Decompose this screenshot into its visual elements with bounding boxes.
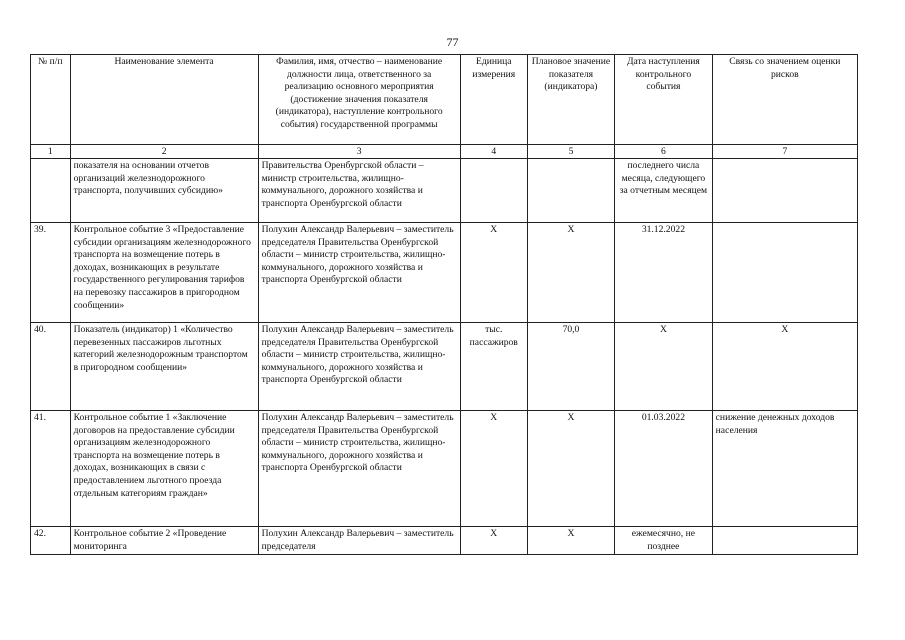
event-date: 31.12.2022: [615, 223, 713, 323]
header-unit: Единица измерения: [460, 55, 527, 145]
planned-value: X: [527, 411, 614, 527]
risk-link: снижение денежных доходов населения: [712, 411, 857, 527]
page-number: 77: [446, 35, 459, 49]
element-name: Контрольное событие 3 «Предоставление субсидии организациям железнодорожного транспорта на возмещение потерь в доходах, возникающих в результате государственного регулирования тарифов на перевозку пассажиров в пригородном сообщении»: [70, 223, 258, 323]
unit-of-measure: X: [460, 411, 527, 527]
row-number: 42.: [31, 527, 71, 555]
header-row: [31, 55, 858, 145]
responsible-person: Правительства Оренбургской области – министр строительства, жилищно-коммунального, дорожного хозяйства и транспорта Оренбургской области: [258, 159, 460, 223]
table-row: [31, 223, 858, 323]
header-plan: Плановое значение показателя (индикатора): [527, 55, 614, 145]
column-number-row: [31, 145, 858, 159]
unit-of-measure: тыс. пассажиров: [460, 323, 527, 411]
responsible-person: Полухин Александр Валерьевич – заместитель председателя Правительства Оренбургской области – министр строительства, жилищно-коммунального, дорожного хозяйства и транспорта Оренбургской области: [258, 223, 460, 323]
planned-value: [527, 159, 614, 223]
header-date: Дата наступления контрольного события: [615, 55, 713, 145]
column-number: 2: [70, 145, 258, 159]
planned-value: X: [527, 527, 614, 555]
element-name: показателя на основании отчетов организаций железнодорожного транспорта, получивших субсидию»: [70, 159, 258, 223]
row-number: 40.: [31, 323, 71, 411]
header-element: Наименование элемента: [70, 55, 258, 145]
event-date: 01.03.2022: [615, 411, 713, 527]
row-number: 39.: [31, 223, 71, 323]
planned-value: X: [527, 223, 614, 323]
control-events-table: [30, 54, 858, 555]
table-row: [31, 159, 858, 223]
column-number: 3: [258, 145, 460, 159]
row-number: 41.: [31, 411, 71, 527]
risk-link: [712, 159, 857, 223]
responsible-person: Полухин Александр Валерьевич – заместитель председателя Правительства Оренбургской области – министр строительства, жилищно-коммунального, дорожного хозяйства и транспорта Оренбургской области: [258, 411, 460, 527]
unit-of-measure: X: [460, 223, 527, 323]
risk-link: X: [712, 323, 857, 411]
element-name: Показатель (индикатор) 1 «Количество перевезенных пассажиров льготных категорий железнодорожным транспортом в пригородном сообщении»: [70, 323, 258, 411]
risk-link: [712, 223, 857, 323]
risk-link: [712, 527, 857, 555]
unit-of-measure: [460, 159, 527, 223]
row-number: [31, 159, 71, 223]
event-date: ежемесячно, не позднее: [615, 527, 713, 555]
header-risk: Связь со значением оценки рисков: [712, 55, 857, 145]
header-num: № п/п: [31, 55, 71, 145]
unit-of-measure: X: [460, 527, 527, 555]
event-date: последнего числа месяца, следующего за отчетным месяцем: [615, 159, 713, 223]
planned-value: 70,0: [527, 323, 614, 411]
event-date: X: [615, 323, 713, 411]
element-name: Контрольное событие 1 «Заключение договоров на предоставление субсидии организациям железнодорожного транспорта на возмещение потерь в доходах, возникающих в связи с предоставлением льготного проезда отдельным категориям граждан»: [70, 411, 258, 527]
column-number: 4: [460, 145, 527, 159]
table-row: [31, 527, 858, 555]
column-number: 1: [31, 145, 71, 159]
responsible-person: Полухин Александр Валерьевич – заместитель председателя: [258, 527, 460, 555]
column-number: 5: [527, 145, 614, 159]
column-number: 7: [712, 145, 857, 159]
column-number: 6: [615, 145, 713, 159]
responsible-person: Полухин Александр Валерьевич – заместитель председателя Правительства Оренбургской области – министр строительства, жилищно-коммунального, дорожного хозяйства и транспорта Оренбургской области: [258, 323, 460, 411]
table-row: [31, 323, 858, 411]
table-row: [31, 411, 858, 527]
header-responsible: Фамилия, имя, отчество – наименование должности лица, ответственного за реализацию основного мероприятия (достижение значения показателя (индикатора), наступление контрольного события) государственной программы: [258, 55, 460, 145]
element-name: Контрольное событие 2 «Проведение мониторинга: [70, 527, 258, 555]
